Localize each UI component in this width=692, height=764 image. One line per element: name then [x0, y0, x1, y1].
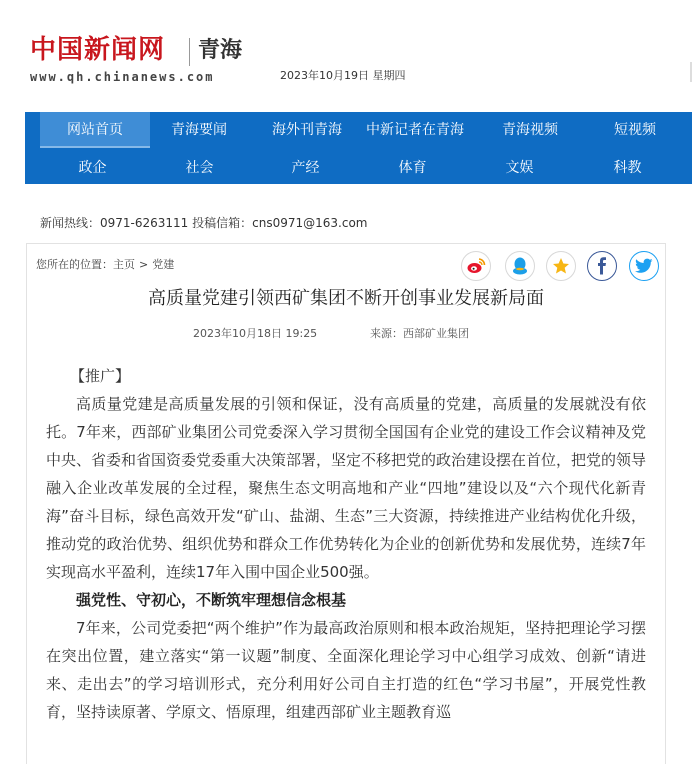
article-paragraph: 7年来，公司党委把“两个维护”作为最高政治原则和根本政治规矩，坚持把理论学习摆在突出位置，建立落实“第一议题”制度、全面深化理论学习中心组学习成效、创新“请进来、走出去”的学习培训形式，充分利用好公司自主打造的红色“学习书屋”，开展党性教育，坚持读原著、学原文、悟原理，组建西部矿业主题教育巡 — [46, 619, 646, 721]
breadcrumb — [36, 256, 178, 272]
nav-reporters-in-qinghai[interactable]: 中新记者在青海 — [366, 122, 464, 138]
breadcrumb-home-link[interactable]: 主页 — [113, 258, 135, 271]
qq-icon — [511, 256, 529, 276]
site-region-label[interactable]: 青海 — [198, 38, 243, 63]
site-logo[interactable]: 中国新闻网 — [30, 35, 166, 65]
weibo-icon — [466, 257, 486, 275]
article-date: 2023年10月18日 19:25 — [193, 327, 318, 340]
nav-sports[interactable]: 体育 — [398, 160, 427, 176]
nav-overseas-qinghai[interactable]: 海外刊青海 — [272, 122, 342, 138]
nav-science-education[interactable]: 科教 — [613, 160, 642, 176]
logo-divider — [189, 38, 190, 66]
nav-government[interactable]: 政企 — [78, 160, 107, 176]
article-paragraph: 高质量党建是高质量发展的引领和保证，没有高质量的党建，高质量的发展就没有依托。7年来，西部矿业集团公司党委深入学习贯彻全国国有企业党的建设工作会议精神及党中央、省委和省国资委党委重大决策部署，坚定不移把党的政治建设摆在首位，把党的领导融入企业改革发展的全过程，聚焦生态文明高地和产业“四地”建设以及“六个现代化新青海”奋斗目标，绿色高效开发“矿山、盐湖、生态”三大资源，持续推进产业结构优化升级，推动党的政治优势、组织优势和群众工作优势转化为企业的创新优势和发展优势，连续7年实现高水平盈利，连续17年入围中国企业500强。 — [46, 395, 647, 581]
main-nav — [25, 112, 692, 184]
nav-qinghai-news[interactable]: 青海要闻 — [171, 122, 227, 138]
share-qzone-button[interactable] — [546, 251, 576, 281]
header-date: 2023年10月19日 星期四 — [280, 69, 406, 82]
twitter-icon — [635, 258, 653, 274]
nav-qinghai-video[interactable]: 青海视频 — [502, 122, 558, 138]
breadcrumb-current[interactable]: 党建 — [152, 258, 175, 271]
article-title: 高质量党建引领西矿集团不断开创事业发展新局面 — [148, 288, 544, 309]
article-body — [46, 362, 646, 726]
nav-society[interactable]: 社会 — [185, 160, 214, 176]
qzone-icon — [552, 257, 570, 275]
nav-economy[interactable]: 产经 — [291, 160, 320, 176]
article-source: 来源：西部矿业集团 — [370, 327, 469, 340]
article-subheading: 强党性、守初心，不断筑牢理想信念根基 — [76, 591, 347, 609]
nav-home[interactable]: 网站首页 — [40, 112, 150, 148]
breadcrumb-prefix: 您所在的位置： — [36, 258, 113, 271]
article-tag: 【推广】 — [70, 367, 131, 385]
share-weibo-button[interactable] — [461, 251, 491, 281]
share-qq-button[interactable] — [505, 251, 535, 281]
site-header — [0, 0, 692, 112]
breadcrumb-separator: > — [139, 258, 149, 271]
hotline-info: 新闻热线：0971-6263111 投稿信箱：cns0971@163.com — [40, 216, 368, 230]
site-url: www.qh.chinanews.com — [30, 70, 215, 84]
nav-short-video[interactable]: 短视频 — [614, 122, 656, 138]
nav-entertainment[interactable]: 文娱 — [505, 160, 534, 176]
share-facebook-button[interactable] — [587, 251, 617, 281]
facebook-icon — [595, 257, 609, 275]
share-twitter-button[interactable] — [629, 251, 659, 281]
